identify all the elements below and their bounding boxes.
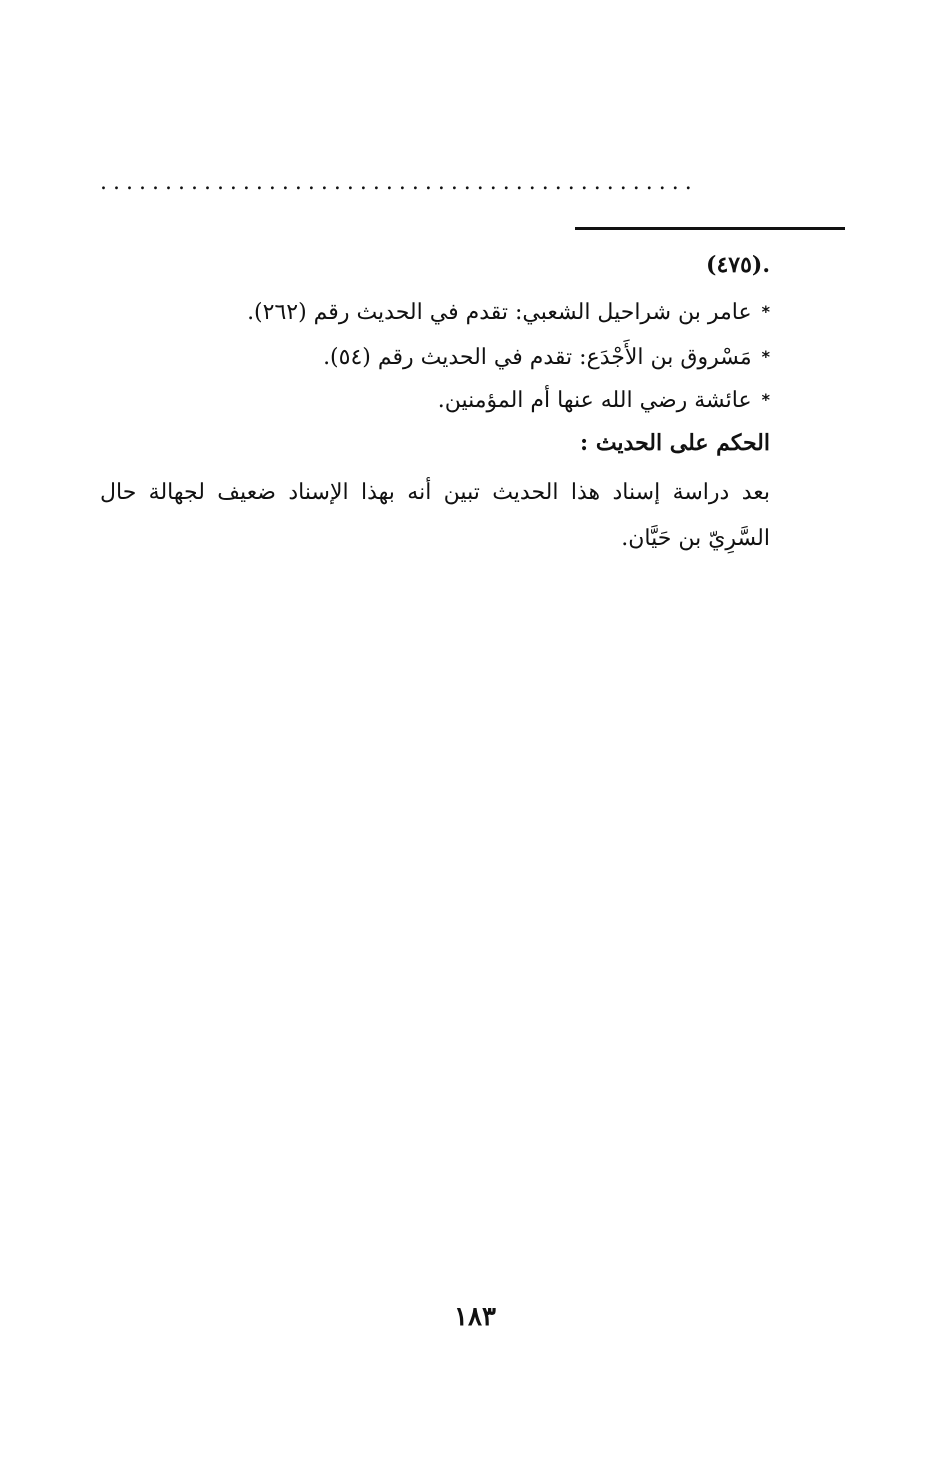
narrator-entry — [247, 300, 770, 325]
narrator-entry — [323, 345, 770, 370]
narrator-text: عائشة رضي الله عنها أم المؤمنين. — [437, 388, 752, 413]
footnote-rule — [575, 227, 845, 230]
ruling-heading: الحكم على الحديث : — [580, 430, 770, 456]
bullet-star-icon: * — [761, 302, 770, 321]
bullet-star-icon: * — [761, 347, 770, 366]
footnote-reference: .(٤٧٥) — [706, 252, 770, 278]
narrator-entry — [438, 388, 770, 413]
bullet-star-icon: * — [761, 390, 770, 409]
narrator-text: عامر بن شراحيل الشعبي: تقدم في الحديث رقم (٢٦٢). — [247, 300, 752, 325]
narrator-text: مَسْروق بن الأَجْدَع: تقدم في الحديث رقم (٥٤). — [323, 345, 752, 370]
page-number: ١٨٣ — [454, 1302, 496, 1332]
ruling-paragraph: بعد دراسة إسناد هذا الحديث تبين أنه بهذا الإسناد ضعيف لجهالة حال السَّرِيّ بن حَيَّان. — [100, 480, 770, 551]
dotted-separator: .............................................. — [100, 170, 698, 195]
